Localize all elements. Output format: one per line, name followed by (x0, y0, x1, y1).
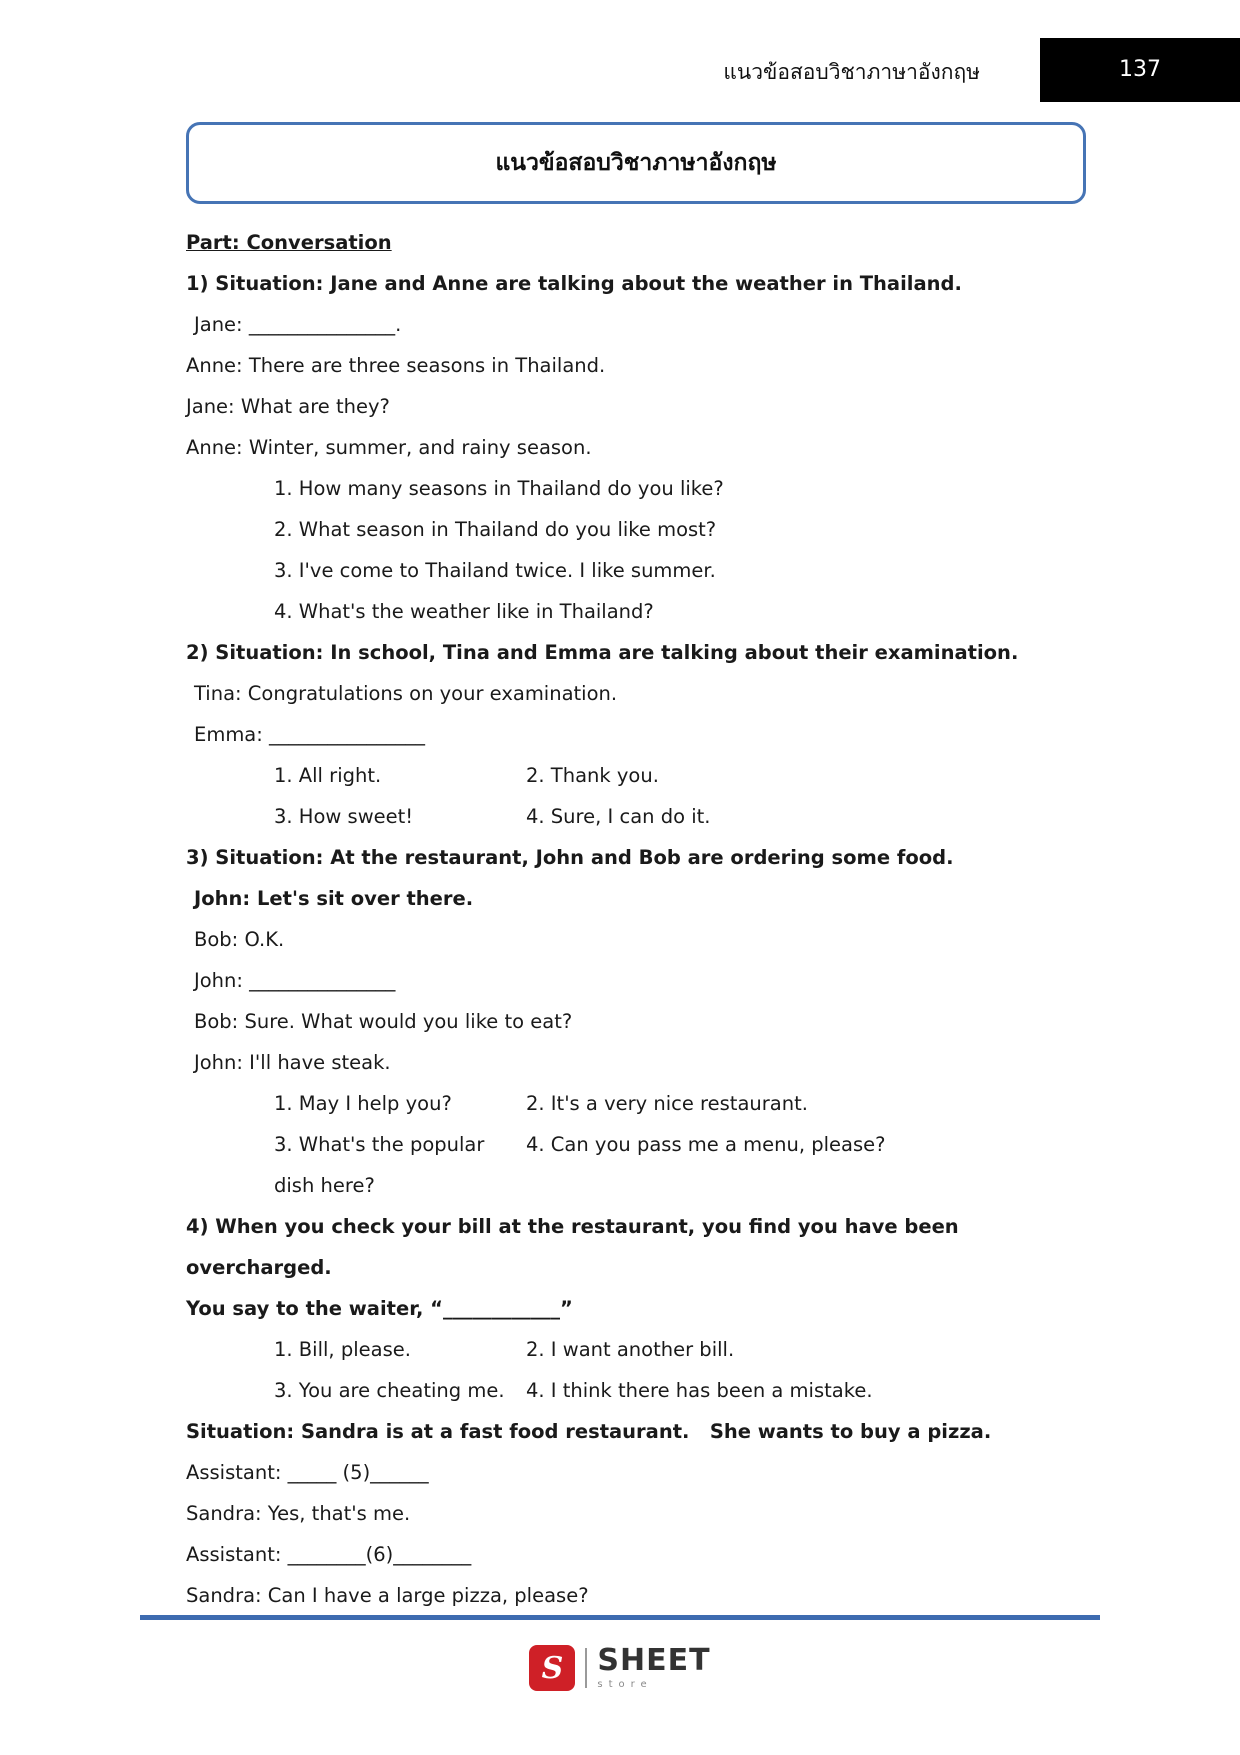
question-5-dialogue-line: Assistant: _____ (5)______ (186, 1461, 429, 1484)
question-5-dialogue-line: Sandra: Yes, that's me. (186, 1502, 411, 1525)
page-title: แนวข้อสอบวิชาภาษาอังกฤษ (495, 150, 777, 176)
question-2-dialogue-line: Tina: Congratulations on your examination. (194, 682, 618, 705)
question-3-choice: 1. May I help you? (274, 1092, 452, 1115)
question-3-dialogue-line: Bob: Sure. What would you like to eat? (194, 1010, 573, 1033)
document-title-box (186, 122, 1086, 204)
question-3-choices-row (186, 1124, 1086, 1206)
question-3-choice: 4. Can you pass me a menu, please? (526, 1133, 886, 1156)
question-1-choice: 3. I've come to Thailand twice. I like summer. (274, 559, 716, 582)
logo-divider (585, 1648, 587, 1688)
question-2-choice: 2. Thank you. (526, 764, 659, 787)
question-4-choices-row (186, 1370, 1086, 1411)
part-label: Part: Conversation (186, 231, 392, 254)
question-3-choice: 3. What's the popular dish here? (274, 1133, 485, 1197)
question-2-dialogue-line: Emma: ________________ (194, 723, 426, 746)
question-1-dialogue-line: Anne: Winter, summer, and rainy season. (186, 436, 592, 459)
question-4-situation-cont: You say to the waiter, “____________” (186, 1297, 573, 1320)
question-3-dialogue-line: John: Let's sit over there. (194, 887, 474, 910)
sheet-store-logo-icon: S (529, 1645, 575, 1691)
question-1-choice: 2. What season in Thailand do you like most? (274, 518, 717, 541)
question-3-choices-row (186, 1083, 1086, 1124)
question-4-choice: 2. I want another bill. (526, 1338, 735, 1361)
question-1-situation: 1) Situation: Jane and Anne are talking about the weather in Thailand. (186, 272, 962, 295)
question-4-situation: 4) When you check your bill at the restaurant, you find you have been overcharged. (186, 1215, 966, 1279)
question-1-choice: 4. What's the weather like in Thailand? (274, 600, 654, 623)
question-5-situation: Situation: Sandra is at a fast food restaurant. She wants to buy a pizza. (186, 1420, 992, 1443)
question-4-choices-row (186, 1329, 1086, 1370)
question-1-dialogue-line: Jane: What are they? (186, 395, 390, 418)
question-1-dialogue-line: Jane: _______________. (194, 313, 402, 336)
question-5-dialogue-line: Assistant: ________(6)________ (186, 1543, 472, 1566)
question-2-choice: 4. Sure, I can do it. (526, 805, 711, 828)
header-thai-title: แนวข้อสอบวิชาภาษาอังกฤษ (723, 60, 980, 84)
page-header (0, 0, 1240, 105)
document-body (186, 222, 1086, 1616)
question-4-choice: 4. I think there has been a mistake. (526, 1379, 873, 1402)
logo-name: SHEET (597, 1643, 711, 1678)
question-3-situation: 3) Situation: At the restaurant, John and Bob are ordering some food. (186, 846, 954, 869)
page-number: 137 (1119, 57, 1161, 82)
question-3-choice: 2. It's a very nice restaurant. (526, 1092, 808, 1115)
question-2-choices-row (186, 796, 1086, 837)
question-3-dialogue-line: John: I'll have steak. (194, 1051, 391, 1074)
logo-subtitle: store (597, 1679, 653, 1690)
question-2-choices-row (186, 755, 1086, 796)
question-4-choice: 3. You are cheating me. (274, 1379, 505, 1402)
logo-wordmark (597, 1643, 711, 1690)
footer-divider (140, 1615, 1100, 1620)
question-1-dialogue-line: Anne: There are three seasons in Thailand. (186, 354, 606, 377)
question-2-situation: 2) Situation: In school, Tina and Emma are talking about their examination. (186, 641, 1019, 664)
question-1-choice: 1. How many seasons in Thailand do you like? (274, 477, 724, 500)
question-3-dialogue-line: John: _______________ (194, 969, 396, 992)
question-3-dialogue-line: Bob: O.K. (194, 928, 285, 951)
question-5-dialogue-line: Sandra: Can I have a large pizza, please? (186, 1584, 589, 1607)
footer-logo (0, 1645, 1240, 1691)
question-2-choice: 1. All right. (274, 764, 382, 787)
question-2-choice: 3. How sweet! (274, 805, 414, 828)
question-4-choice: 1. Bill, please. (274, 1338, 411, 1361)
